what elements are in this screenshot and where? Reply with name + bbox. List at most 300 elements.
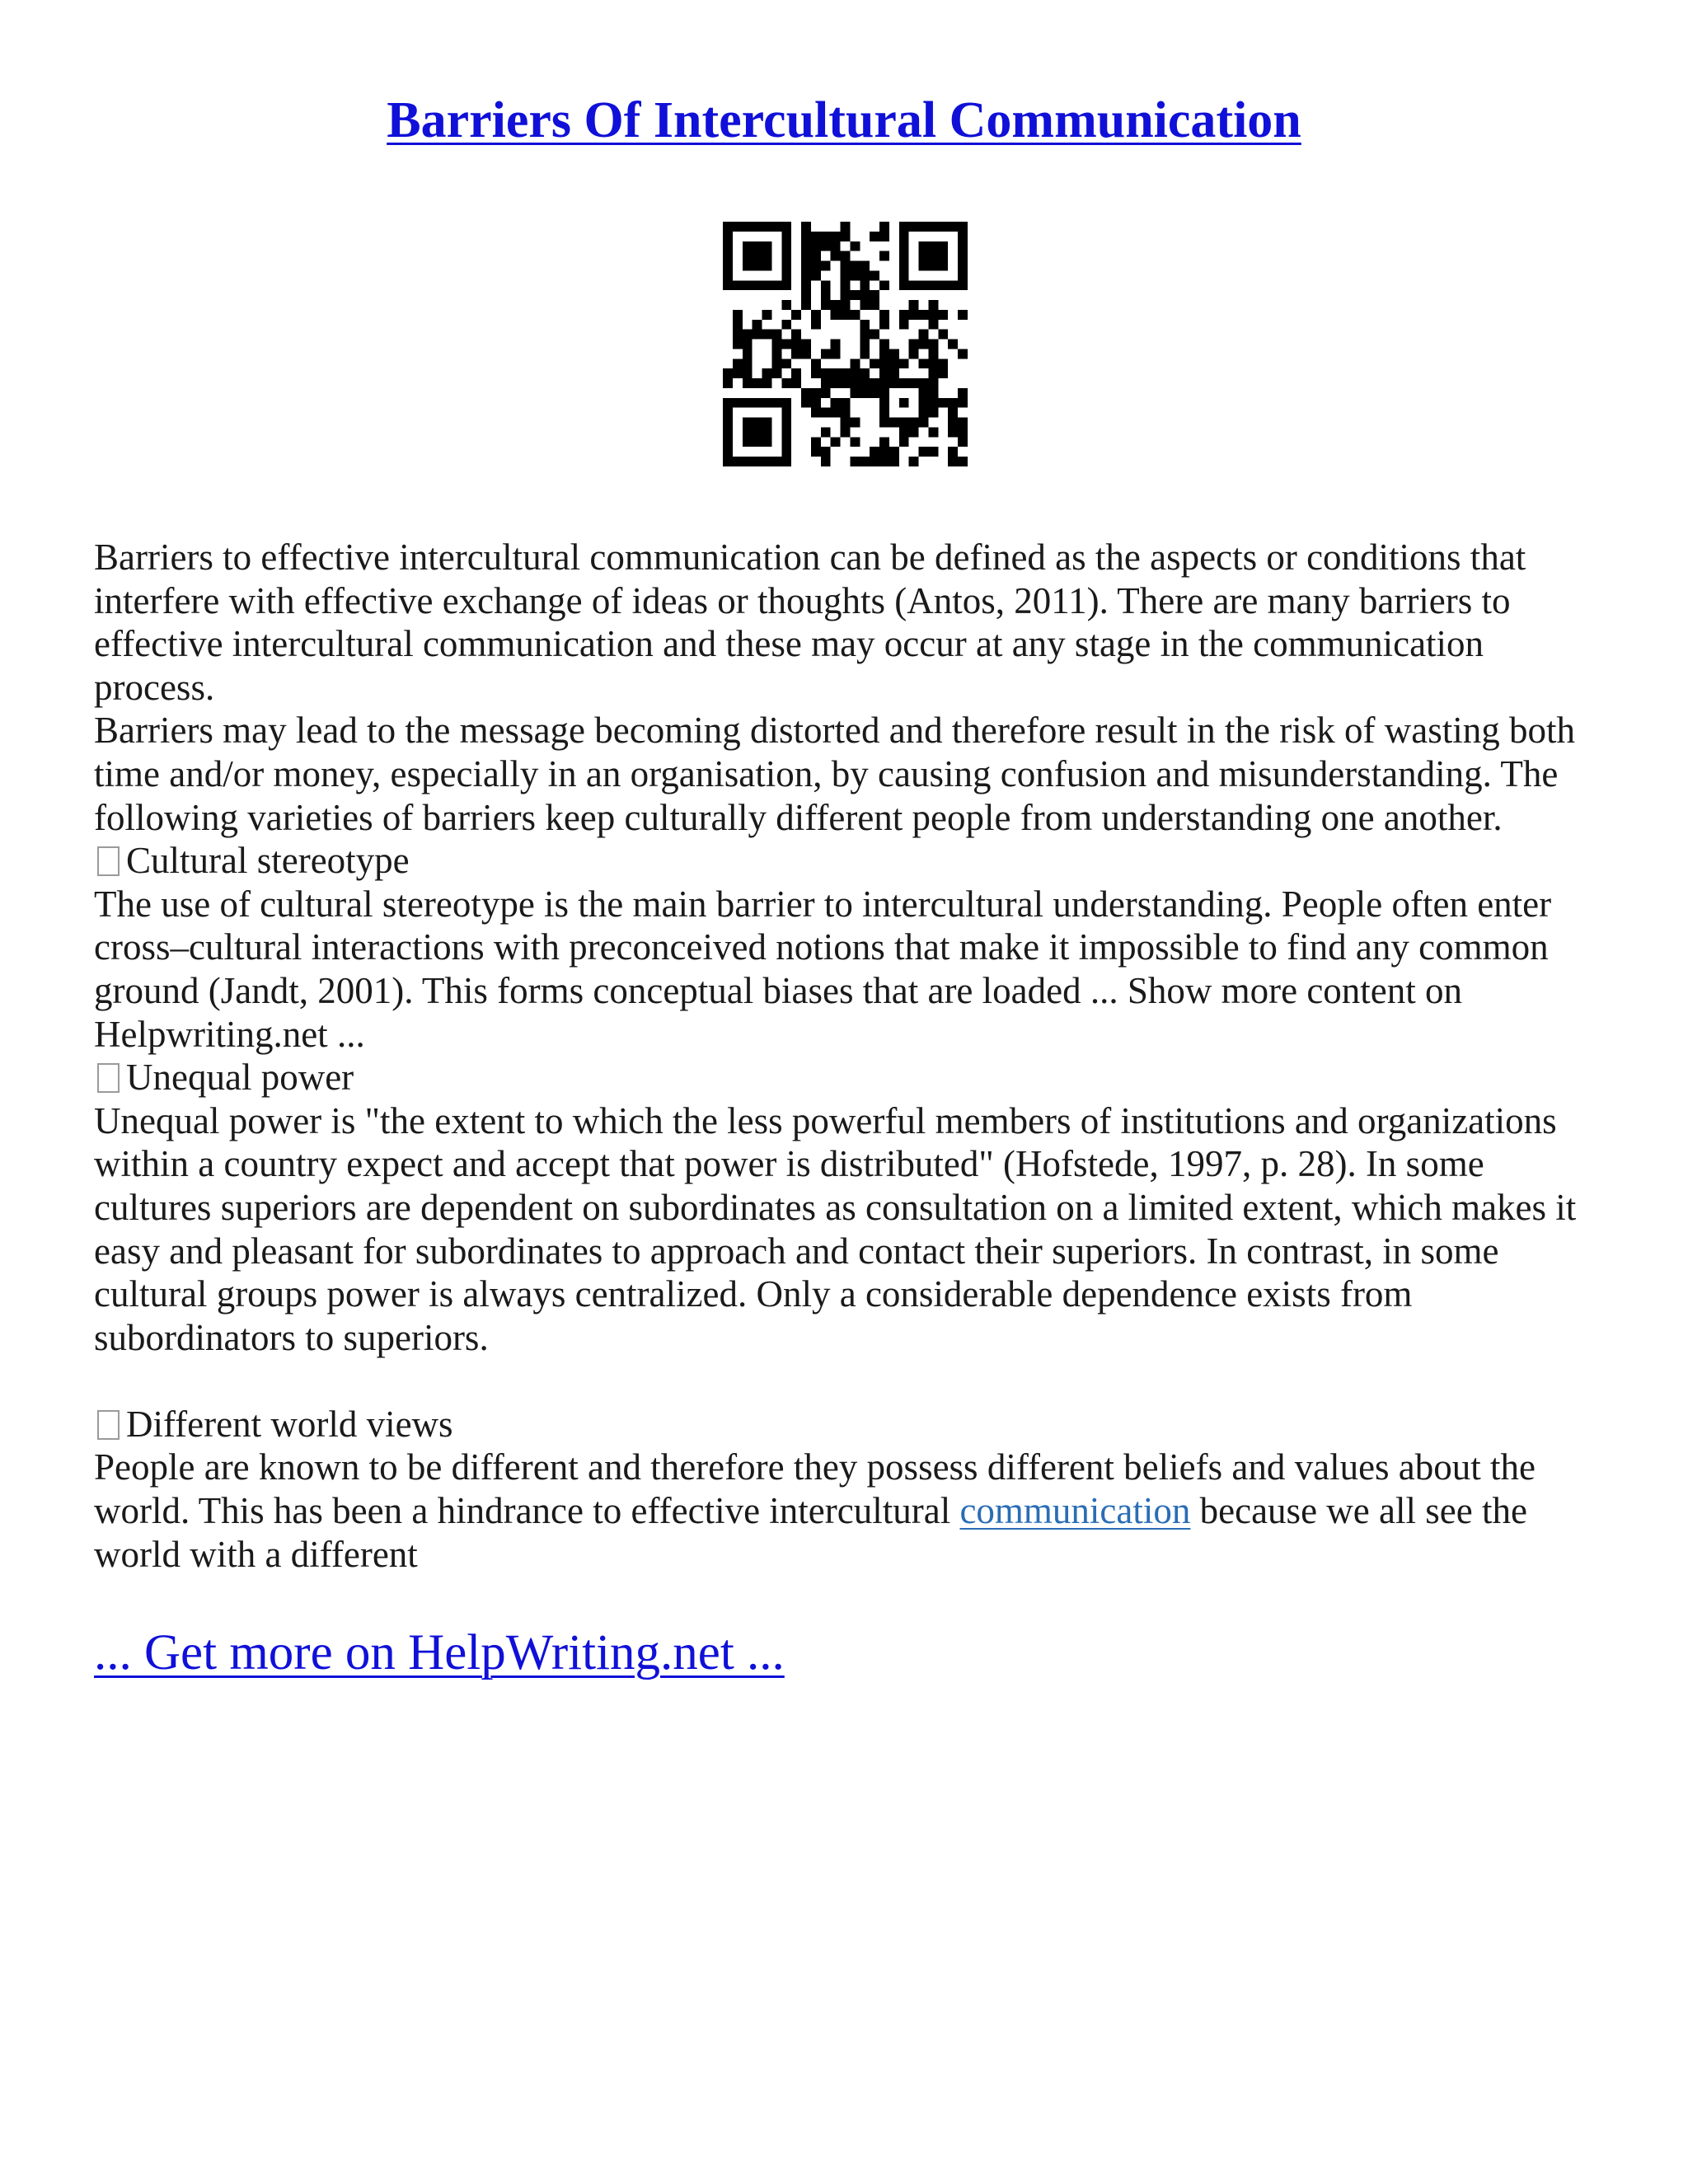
qr-module [733, 368, 743, 378]
qr-module [762, 378, 772, 388]
qr-module [919, 330, 929, 340]
qr-module [831, 310, 841, 320]
qr-module [831, 232, 841, 241]
qr-module [889, 447, 899, 457]
qr-module [958, 280, 968, 290]
qr-module [860, 320, 870, 330]
qr-module [801, 388, 811, 398]
qr-module [771, 368, 781, 378]
qr-module [801, 241, 811, 251]
qr-module [811, 408, 821, 418]
qr-module [841, 222, 851, 232]
qr-module [870, 359, 879, 368]
qr-module [821, 290, 831, 300]
qr-module [879, 447, 889, 457]
qr-module [781, 280, 791, 290]
qr-module [879, 280, 889, 290]
qr-module [928, 378, 938, 388]
heading-world-views: Different world views [94, 1403, 1611, 1446]
qr-module [801, 251, 811, 261]
qr-module [879, 457, 889, 466]
qr-module [850, 290, 860, 300]
qr-module [919, 408, 929, 418]
qr-module [841, 251, 851, 261]
qr-module [743, 330, 753, 340]
qr-module [811, 437, 821, 447]
qr-module [762, 437, 772, 447]
qr-module [928, 408, 938, 418]
qr-module [762, 418, 772, 428]
qr-module [733, 280, 743, 290]
qr-module [811, 270, 821, 280]
qr-module [928, 222, 938, 232]
qr-module [948, 408, 958, 418]
spacer [94, 1359, 1611, 1403]
qr-module [841, 378, 851, 388]
qr-module [791, 310, 801, 320]
qr-module [771, 457, 781, 466]
qr-module [870, 388, 879, 398]
qr-module [958, 427, 968, 437]
qr-module [811, 241, 821, 251]
qr-module [801, 290, 811, 300]
qr-module [948, 447, 958, 457]
qr-module [850, 310, 860, 320]
qr-module [743, 251, 753, 261]
qr-module [771, 349, 781, 359]
qr-module [889, 457, 899, 466]
qr-module [909, 427, 919, 437]
qr-module [919, 359, 929, 368]
qr-module [801, 232, 811, 241]
qr-module [801, 261, 811, 271]
qr-module [821, 427, 831, 437]
qr-module [889, 359, 899, 368]
qr-module [831, 368, 841, 378]
qr-module [743, 280, 753, 290]
qr-module [899, 359, 909, 368]
qr-module [850, 359, 860, 368]
qr-module [899, 310, 909, 320]
qr-module [831, 398, 841, 408]
qr-module [811, 261, 821, 271]
qr-module [743, 398, 753, 408]
qr-module [879, 368, 889, 378]
qr-module [938, 359, 948, 368]
qr-module [860, 330, 870, 340]
qr-module [928, 251, 938, 261]
qr-module [831, 300, 841, 310]
bullet-icon [97, 1063, 120, 1093]
qr-module [723, 251, 733, 261]
qr-module [821, 280, 831, 290]
qr-module [899, 398, 909, 408]
qr-module [899, 437, 909, 447]
qr-module [781, 320, 791, 330]
qr-module [753, 398, 762, 408]
qr-module [850, 457, 860, 466]
qr-module [919, 222, 929, 232]
qr-module [938, 222, 948, 232]
qr-module [928, 320, 938, 330]
qr-module [948, 457, 958, 466]
qr-module [771, 398, 781, 408]
qr-module [811, 310, 821, 320]
page-title [0, 89, 1688, 152]
qr-module [821, 408, 831, 418]
qr-module [860, 280, 870, 290]
qr-module [743, 222, 753, 232]
qr-module [762, 368, 772, 378]
qr-module [831, 378, 841, 388]
qr-module [801, 300, 811, 310]
qr-module [958, 232, 968, 241]
qr-module [753, 222, 762, 232]
qr-module [860, 261, 870, 271]
title-link[interactable]: Barriers Of Intercultural Communication [387, 92, 1301, 148]
qr-module [938, 330, 948, 340]
qr-module [870, 290, 879, 300]
qr-module [743, 457, 753, 466]
qr-module [723, 418, 733, 428]
qr-module [723, 457, 733, 466]
qr-module [899, 270, 909, 280]
qr-module [723, 241, 733, 251]
qr-module [889, 418, 899, 428]
qr-module [841, 427, 851, 437]
qr-module [850, 368, 860, 378]
qr-module [870, 330, 879, 340]
qr-module [762, 261, 772, 271]
qr-module [958, 437, 968, 447]
heading-unequal-power: Unequal power [94, 1056, 1611, 1099]
qr-module [899, 378, 909, 388]
qr-module [850, 418, 860, 428]
qr-module [811, 447, 821, 457]
bullet-icon [97, 846, 120, 876]
qr-module [841, 310, 851, 320]
qr-module [801, 270, 811, 280]
qr-module [781, 408, 791, 418]
bullet-icon [97, 1410, 120, 1440]
qr-module [889, 349, 899, 359]
qr-module [781, 437, 791, 447]
qr-module [753, 330, 762, 340]
qr-module [791, 330, 801, 340]
qr-module [928, 280, 938, 290]
qr-module [821, 261, 831, 271]
qr-module [879, 398, 889, 408]
qr-module [723, 378, 733, 388]
qr-module [879, 359, 889, 368]
qr-module [928, 359, 938, 368]
qr-module [753, 437, 762, 447]
qr-module [938, 368, 948, 378]
qr-module [811, 388, 821, 398]
qr-module [841, 300, 851, 310]
qr-module [733, 222, 743, 232]
qr-module [909, 378, 919, 388]
qr-module [762, 241, 772, 251]
qr-module [841, 232, 851, 241]
qr-module [771, 222, 781, 232]
qr-module [870, 457, 879, 466]
qr-module [899, 418, 909, 428]
qr-module [948, 418, 958, 428]
qr-module [909, 300, 919, 310]
qr-module [762, 310, 772, 320]
qr-module [850, 388, 860, 398]
qr-module [771, 340, 781, 349]
qr-module [762, 427, 772, 437]
qr-module [753, 378, 762, 388]
qr-module [733, 310, 743, 320]
qr-module [801, 340, 811, 349]
qr-module [723, 261, 733, 271]
qr-module [841, 408, 851, 418]
qr-module [811, 320, 821, 330]
qr-module [958, 251, 968, 261]
qr-module [801, 222, 811, 232]
qr-module [899, 232, 909, 241]
qr-module [723, 368, 733, 378]
qr-module [958, 222, 968, 232]
qr-module [919, 418, 929, 428]
qr-module [919, 398, 929, 408]
qr-module [743, 359, 753, 368]
qr-module [831, 251, 841, 261]
qr-module [801, 349, 811, 359]
qr-module [909, 457, 919, 466]
qr-module [860, 300, 870, 310]
qr-module [723, 427, 733, 437]
qr-module [781, 300, 791, 310]
qr-module [743, 241, 753, 251]
qr-module [723, 232, 733, 241]
qr-module [781, 270, 791, 280]
qr-module [860, 349, 870, 359]
qr-module [928, 398, 938, 408]
qr-module [762, 251, 772, 261]
qr-module [928, 447, 938, 457]
qr-module [938, 241, 948, 251]
qr-module [841, 398, 851, 408]
qr-module [821, 388, 831, 398]
qr-module [743, 418, 753, 428]
qr-module [909, 280, 919, 290]
paragraph-barriers: Barriers may lead to the message becoming distorted and therefore result in the risk of wasting both time and/or money, especially in an organisation, by causing confusion and misunderstanding. The following varieties of barriers keep culturally different people from understanding one another. [94, 710, 1575, 838]
qr-module [850, 437, 860, 447]
qr-module [850, 378, 860, 388]
qr-module [899, 261, 909, 271]
qr-module [831, 340, 841, 349]
qr-module [743, 349, 753, 359]
qr-module [899, 222, 909, 232]
qr-module [791, 378, 801, 388]
qr-module [771, 280, 781, 290]
qr-module [870, 447, 879, 457]
qr-module [733, 340, 743, 349]
qr-module [723, 447, 733, 457]
qr-module [958, 388, 968, 398]
qr-module [723, 437, 733, 447]
qr-module [723, 408, 733, 418]
qr-module [811, 398, 821, 408]
qr-module [743, 261, 753, 271]
qr-module [870, 378, 879, 388]
qr-module [781, 261, 791, 271]
qr-module [938, 251, 948, 261]
qr-module [821, 300, 831, 310]
paragraph-stereotype: The use of cultural stereotype is the main barrier to intercultural understanding. People often enter cross–cultural interactions with preconceived notions that make it impossible to find any common ground (Jandt, 2001). This forms conceptual biases that are loaded ... Show more content on Helpwriting.net ... [94, 883, 1552, 1055]
qr-module [821, 232, 831, 241]
qr-module [723, 398, 733, 408]
qr-module [811, 232, 821, 241]
qr-module [791, 340, 801, 349]
qr-module [909, 340, 919, 349]
qr-module [753, 418, 762, 428]
qr-module [909, 310, 919, 320]
qr-module [821, 241, 831, 251]
communication-link[interactable]: communication [959, 1490, 1191, 1532]
qr-module [860, 368, 870, 378]
qr-module [733, 320, 743, 330]
paragraph-world-views: People are known to be different and therefore they possess different beliefs and values about the world. This has been a hindrance to effective intercultural communication because we all see the world with a different [94, 1446, 1536, 1575]
qr-module [821, 447, 831, 457]
qr-module [781, 340, 791, 349]
qr-module [753, 427, 762, 437]
qr-module [948, 222, 958, 232]
qr-module [753, 251, 762, 261]
qr-module [743, 427, 753, 437]
qr-module [762, 280, 772, 290]
qr-module [899, 280, 909, 290]
qr-module [928, 300, 938, 310]
qr-module [781, 378, 791, 388]
qr-module [928, 388, 938, 398]
qr-module [831, 349, 841, 359]
qr-module [743, 368, 753, 378]
qr-module [909, 222, 919, 232]
qr-module [831, 408, 841, 418]
qr-module [919, 261, 929, 271]
qr-module [753, 457, 762, 466]
qr-module [899, 251, 909, 261]
qr-module [919, 340, 929, 349]
qr-module [860, 378, 870, 388]
qr-module [762, 457, 772, 466]
qr-module [928, 310, 938, 320]
qr-module [919, 280, 929, 290]
qr-module [928, 261, 938, 271]
qr-module [938, 261, 948, 271]
qr-module [948, 340, 958, 349]
get-more-link[interactable]: ... Get more on HelpWriting.net ... [94, 1625, 785, 1680]
qr-module [781, 222, 791, 232]
qr-module [958, 261, 968, 271]
qr-module [801, 398, 811, 408]
qr-module [781, 427, 791, 437]
qr-module [958, 418, 968, 428]
qr-module [938, 310, 948, 320]
qr-module [811, 359, 821, 368]
qr-module [948, 427, 958, 437]
qr-module [948, 280, 958, 290]
qr-module [723, 270, 733, 280]
qr-module [821, 368, 831, 378]
qr-module [879, 388, 889, 398]
more-link-container [94, 1624, 785, 1683]
qr-module [879, 222, 889, 232]
qr-module [801, 280, 811, 290]
qr-module [879, 232, 889, 241]
qr-module [841, 290, 851, 300]
qr-module [958, 398, 968, 408]
qr-module [919, 378, 929, 388]
qr-module [733, 398, 743, 408]
qr-module [850, 270, 860, 280]
qr-module [958, 241, 968, 251]
qr-module [860, 270, 870, 280]
qr-module [919, 241, 929, 251]
qr-module [743, 437, 753, 447]
qr-module [879, 418, 889, 428]
qr-module [928, 427, 938, 437]
qr-module [723, 280, 733, 290]
qr-module [850, 261, 860, 271]
qr-module [821, 378, 831, 388]
qr-module [753, 241, 762, 251]
qr-module [860, 388, 870, 398]
qr-module [733, 359, 743, 368]
qr-module [733, 330, 743, 340]
qr-module [781, 418, 791, 428]
qr-module [781, 359, 791, 368]
qr-module [781, 251, 791, 261]
qr-module [753, 280, 762, 290]
qr-module [928, 241, 938, 251]
qr-module [811, 368, 821, 378]
qr-module [781, 447, 791, 457]
qr-module [791, 349, 801, 359]
qr-module [879, 251, 889, 261]
qr-module [889, 368, 899, 378]
qr-module [781, 241, 791, 251]
qr-module [831, 437, 841, 447]
qr-module [958, 270, 968, 280]
qr-module [879, 408, 889, 418]
qr-module [899, 241, 909, 251]
qr-module [743, 340, 753, 349]
qr-module [771, 359, 781, 368]
qr-module [919, 251, 929, 261]
qr-module [860, 457, 870, 466]
qr-module [791, 368, 801, 378]
qr-module [958, 457, 968, 466]
article-body [94, 536, 1611, 1576]
qr-module [762, 330, 772, 340]
qr-module [841, 280, 851, 290]
qr-module [909, 418, 919, 428]
qr-module [870, 300, 879, 310]
qr-module [879, 340, 889, 349]
qr-module [831, 241, 841, 251]
qr-code-icon [723, 222, 968, 466]
qr-module [919, 388, 929, 398]
qr-module [870, 270, 879, 280]
qr-module [841, 261, 851, 271]
qr-module [841, 418, 851, 428]
